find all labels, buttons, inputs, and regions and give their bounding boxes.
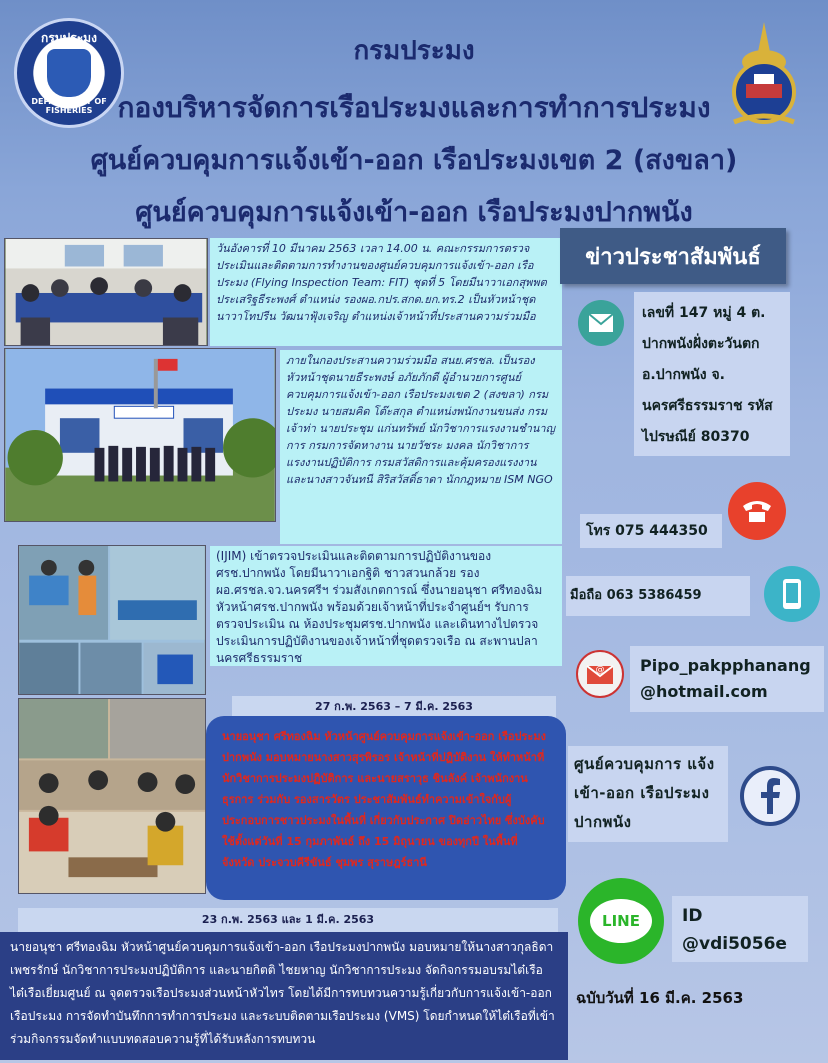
svg-text:@: @ (595, 665, 605, 675)
article1-intro: วันอังคารที่ 10 มีนาคม 2563 เวลา 14.00 น. คณะกรรมการตรวจประเมินและติดตามการทำงานของศูนย์ควบคุมการแจ้งเข้า-ออก เรือประมง (Flying Inspection Team: FIT) ชุดที่ 5 โดยมีนาวาเอกสุพพตประเสริฐธีระพงศ์ ตำแหน่ง รองผอ.กปร.สกด.ยก.ทร.2 เป็นหัวหน้าชุด นาวาโทปรีน วัฒนาฟุ้งเจริญ ตำแหน่งเจ้าหน้าที่ประสานความร่วมมือ (210, 238, 562, 346)
edition-date: ฉบับวันที่ 16 มี.ค. 2563 (576, 989, 744, 1007)
article3-text: นายอนุชา ศรีทองฉิม หัวหน้าศูนย์ควบคุมการแจ้งเข้า-ออก เรือประมงปากพนัง มอบหมายให้นางสาวกุลธิดา เพชรรักษ์ นักวิชาการประมงปฏิบัติการ และนายกิตติ ไชยหาญ นักวิชาการประมง จัดกิจกรรมอบรมไต๋เรือ ไต๋เรือเยี่ยมศูนย์ ณ จุดตรวจเรือประมงส่วนหน้าหัวไทร โดยได้มีการทบทวนความรู้เกี่ยวกับการแจ้งเข้า-ออก เรือประมง การจัดทำบันทึกการทำการประมง และระบบติดตามเรือประมง (VMS) โดยกำหนดให้ไต๋เรือที่เข้าร่วมกิจกรรมจัดทำแบบทดสอบความรู้ที่ได้รับหลังการทบทวน (0, 932, 568, 1060)
news-badge: ข่าวประชาสัมพันธ์ (560, 228, 786, 284)
title-center-region2: ศูนย์ควบคุมการแจ้งเข้า-ออก เรือประมงเขต 2 (สงขลา) (90, 145, 738, 176)
email-address[interactable]: Pipo_pakpphanang @hotmail.com (630, 646, 824, 712)
facebook-page-name[interactable]: ศูนย์ควบคุมการ แจ้งเข้า-ออก เรือประมงปากพนัง (568, 746, 728, 842)
line-id[interactable]: ID @vdi5056e (672, 896, 808, 962)
port-collage-photo (18, 545, 206, 695)
phone-number[interactable]: โทร 075 444350 (580, 514, 722, 548)
office-group-photo (4, 348, 276, 522)
article2-text: นายอนุชา ศรีทองฉิม หัวหน้าศูนย์ควบคุมการแจ้งเข้า-ออก เรือประมงปากพนัง มอบหมายนางสาวสุรพิรอร เจ้าหน้าที่ปฏิบัติงาน ให้ทำหน้าที่นักวิชาการประมงปฏิบัติการ และนายสราวุธ ชินลังค์ เจ้าพนักงานธุรการ ร่วมกับ รองสารวัตร ประชาสัมพันธ์ทำความเข้าใจกับผู้ประกอบการชาวประมงในพื้นที่ เกี่ยวกับประกาศ ปิดอ่าวไทย ซึ่งบังคับใช้ตั้งแต่วันที่ 15 กุมภาพันธ์ ถึง 15 มิถุนายน ของทุกปี ในพื้นที่จังหวัด ประจวบคีรีขันธ์ ชุมพร สุราษฎร์ธานี (206, 716, 566, 900)
training-collage-photo (18, 698, 206, 894)
facebook-icon (740, 766, 800, 826)
telephone-icon (728, 482, 786, 540)
article2-date: 27 ก.พ. 2563 – 7 มี.ค. 2563 (232, 696, 556, 718)
address-box: เลขที่ 147 หมู่ 4 ต. ปากพนังฝั่งตะวันตก อ.ปากพนัง จ. นครศรีธรรมราช รหัสไปรษณีย์ 80370 (634, 292, 790, 456)
title-center-pakphanang: ศูนย์ควบคุมการแจ้งเข้า-ออก เรือประมงปากพนัง (135, 197, 693, 228)
line-icon (578, 878, 664, 964)
article3-date: 23 ก.พ. 2563 และ 1 มี.ค. 2563 (18, 908, 558, 932)
meeting-photo (4, 238, 208, 346)
title-division: กองบริหารจัดการเรือประมงและการทำการประมง (117, 91, 711, 124)
logo-top-text: กรมประมง (41, 31, 97, 45)
mobile-number[interactable]: มือถือ 063 5386459 (566, 576, 750, 616)
line-icon-label: LINE (590, 899, 652, 943)
title-department: กรมประมง (353, 36, 475, 66)
mobile-phone-icon (764, 566, 820, 622)
logo-bottom-text: DEPARTMENT OF FISHERIES (31, 97, 107, 115)
envelope-icon (578, 300, 624, 346)
article1-body: ภายในกองประสานความร่วมมือ สนย.ศรชล. เป็นรองหัวหน้าชุดนายธีระพงษ์ อภัยภักดี ผู้อำนวยการศูนย์ควบคุมการแจ้งเข้า-ออก เรือประมงเขต 2 (สงขลา) กรมประมง นายสมคิด โต๊ะสกุล ตำแหน่งพนักงานขนส่ง กรมเจ้าท่า นายประชุม แก่นทรัพย์ นักวิชาการแรงงานชำนาญการ กรมการจัดหางาน นายวัชระ มงคล นักวิชาการแรงงานปฏิบัติการ กรมสวัสดิการและคุ้มครองแรงงาน และนางสาวจันทนี สิริสวัสดิ์ธาดา นักกฎหมาย ISM NGO (280, 350, 562, 544)
email-icon (576, 650, 624, 698)
article1-conclusion: (IJIM) เข้าตรวจประเมินและติดตามการปฏิบัติงานของศรช.ปากพนัง โดยมีนาวาเอกฐิติ ชาวสวนกล้วย รองผอ.ศรชล.จว.นครศรีฯ ร่วมสังเกตการณ์ ซึ่งนายอนุชา ศรีทองฉิม หัวหน้าศรช.ปากพนัง พร้อมด้วยเจ้าหน้าที่ประจำศูนย์ฯ รับการตรวจประเมิน ณ ห้องประชุมศรช.ปากพนัง และเดินทางไปตรวจประเมินการปฏิบัติงานของเจ้าหน้าที่ชุดตรวจเรือ ณ สะพานปลานครศรีธรรมราช (210, 546, 562, 666)
